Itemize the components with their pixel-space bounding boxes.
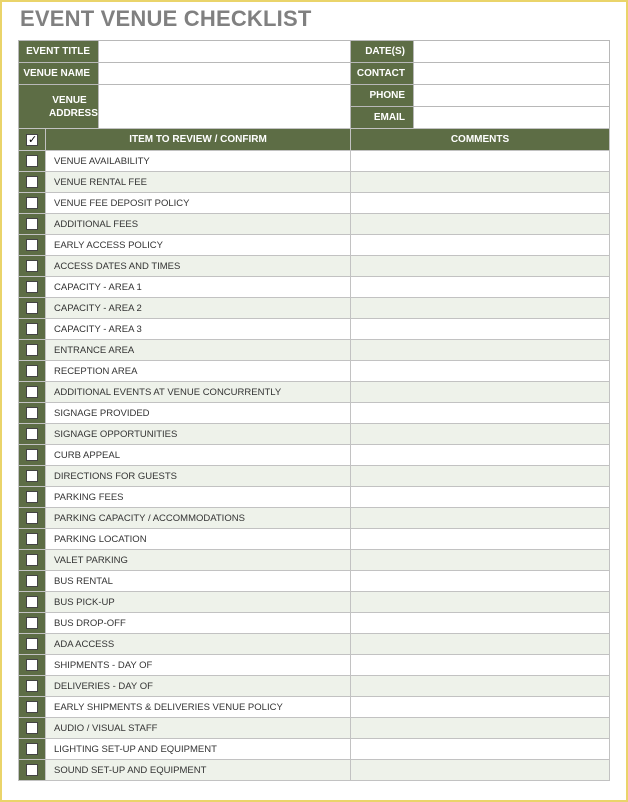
venue-address-label: VENUE ADDRESS (19, 85, 99, 129)
comment-field[interactable] (351, 466, 610, 487)
comment-field[interactable] (351, 718, 610, 739)
comment-field[interactable] (351, 592, 610, 613)
event-title-field[interactable] (99, 41, 351, 63)
comment-field[interactable] (351, 235, 610, 256)
checklist-row (19, 424, 610, 445)
checklist-item-label: SOUND SET-UP AND EQUIPMENT (46, 760, 351, 781)
comment-field[interactable] (351, 445, 610, 466)
header-checkbox-cell (19, 129, 46, 151)
checklist-item-label: PARKING LOCATION (46, 529, 351, 550)
page-title: EVENT VENUE CHECKLIST (20, 6, 312, 31)
contact-field[interactable] (414, 63, 610, 85)
checklist-item-label: ADDITIONAL EVENTS AT VENUE CONCURRENTLY (46, 382, 351, 403)
row-checkbox[interactable] (26, 659, 38, 671)
checkbox-cell (19, 466, 46, 487)
checklist-row (19, 466, 610, 487)
checklist-row (19, 256, 610, 277)
checklist-row (19, 214, 610, 235)
comment-field[interactable] (351, 760, 610, 781)
comment-field[interactable] (351, 403, 610, 424)
checkbox-cell (19, 235, 46, 256)
checkbox-cell (19, 256, 46, 277)
comment-field[interactable] (351, 361, 610, 382)
comment-field[interactable] (351, 151, 610, 172)
checkbox-cell (19, 151, 46, 172)
checkbox-cell (19, 424, 46, 445)
comment-field[interactable] (351, 172, 610, 193)
row-checkbox[interactable] (26, 470, 38, 482)
dates-label: DATE(S) (351, 41, 414, 63)
venue-name-field[interactable] (99, 63, 351, 85)
checklist-item-label: ADDITIONAL FEES (46, 214, 351, 235)
row-checkbox[interactable] (26, 701, 38, 713)
row-checkbox[interactable] (26, 323, 38, 335)
checkbox-cell (19, 739, 46, 760)
checkbox-cell (19, 172, 46, 193)
checklist-row (19, 508, 610, 529)
comment-field[interactable] (351, 634, 610, 655)
checklist-item-label: CURB APPEAL (46, 445, 351, 466)
checkbox-cell (19, 214, 46, 235)
row-checkbox[interactable] (26, 533, 38, 545)
checkbox-cell (19, 613, 46, 634)
checkbox-cell (19, 403, 46, 424)
comment-field[interactable] (351, 256, 610, 277)
checklist-row (19, 319, 610, 340)
row-checkbox[interactable] (26, 260, 38, 272)
checklist-item-label: VALET PARKING (46, 550, 351, 571)
checklist-row (19, 634, 610, 655)
checkbox-cell (19, 361, 46, 382)
checklist-item-label: CAPACITY - AREA 2 (46, 298, 351, 319)
comment-field[interactable] (351, 193, 610, 214)
checklist-row (19, 235, 610, 256)
checklist-item-label: SIGNAGE PROVIDED (46, 403, 351, 424)
event-title-label: EVENT TITLE (19, 41, 99, 63)
checkbox-cell (19, 571, 46, 592)
row-checkbox[interactable] (26, 155, 38, 167)
comment-field[interactable] (351, 319, 610, 340)
row-checkbox[interactable] (26, 449, 38, 461)
checklist-row (19, 382, 610, 403)
checkbox-cell (19, 277, 46, 298)
checklist-row (19, 340, 610, 361)
comment-field[interactable] (351, 550, 610, 571)
header-checkbox[interactable] (26, 134, 38, 146)
row-checkbox[interactable] (26, 239, 38, 251)
checklist-row (19, 298, 610, 319)
checkbox-cell (19, 529, 46, 550)
checklist-item-label: BUS RENTAL (46, 571, 351, 592)
comment-field[interactable] (351, 487, 610, 508)
checklist-row (19, 676, 610, 697)
checklist-table (18, 128, 610, 781)
venue-address-field[interactable] (99, 85, 351, 129)
checklist-item-label: ENTRANCE AREA (46, 340, 351, 361)
checkbox-cell (19, 487, 46, 508)
checklist-row (19, 697, 610, 718)
checklist-row (19, 718, 610, 739)
checklist-item-label: RECEPTION AREA (46, 361, 351, 382)
row-checkbox[interactable] (26, 428, 38, 440)
comment-field[interactable] (351, 382, 610, 403)
checkbox-cell (19, 508, 46, 529)
checklist-row (19, 550, 610, 571)
checklist-row (19, 571, 610, 592)
checklist-row (19, 172, 610, 193)
row-checkbox[interactable] (26, 680, 38, 692)
checklist-row (19, 760, 610, 781)
checkbox-cell (19, 382, 46, 403)
checklist-item-label: DIRECTIONS FOR GUESTS (46, 466, 351, 487)
checklist-item-label: VENUE RENTAL FEE (46, 172, 351, 193)
checklist-row (19, 655, 610, 676)
row-checkbox[interactable] (26, 764, 38, 776)
checklist-row (19, 739, 610, 760)
checklist-item-label: CAPACITY - AREA 3 (46, 319, 351, 340)
row-checkbox[interactable] (26, 365, 38, 377)
checklist-row (19, 151, 610, 172)
row-checkbox[interactable] (26, 575, 38, 587)
row-checkbox[interactable] (26, 596, 38, 608)
row-checkbox[interactable] (26, 197, 38, 209)
checkbox-cell (19, 340, 46, 361)
comment-field[interactable] (351, 529, 610, 550)
checkbox-cell (19, 676, 46, 697)
row-checkbox[interactable] (26, 344, 38, 356)
comment-field[interactable] (351, 676, 610, 697)
comment-field[interactable] (351, 340, 610, 361)
row-checkbox[interactable] (26, 554, 38, 566)
email-label: EMAIL (351, 107, 414, 129)
checklist-item-label: DELIVERIES - DAY OF (46, 676, 351, 697)
comment-field[interactable] (351, 424, 610, 445)
checkbox-cell (19, 193, 46, 214)
checkbox-cell (19, 718, 46, 739)
row-checkbox[interactable] (26, 281, 38, 293)
comment-field[interactable] (351, 613, 610, 634)
checklist-item-label: EARLY SHIPMENTS & DELIVERIES VENUE POLICY (46, 697, 351, 718)
comment-field[interactable] (351, 277, 610, 298)
checklist-row (19, 592, 610, 613)
checkbox-cell (19, 550, 46, 571)
comment-field[interactable] (351, 697, 610, 718)
phone-field[interactable] (414, 85, 610, 107)
comment-field[interactable] (351, 655, 610, 676)
checkbox-cell (19, 298, 46, 319)
contact-label: CONTACT (351, 63, 414, 85)
comment-field[interactable] (351, 508, 610, 529)
checklist-item-label: SIGNAGE OPPORTUNITIES (46, 424, 351, 445)
checklist-row (19, 193, 610, 214)
checklist-row (19, 613, 610, 634)
email-field[interactable] (414, 107, 610, 129)
checklist-item-label: CAPACITY - AREA 1 (46, 277, 351, 298)
comment-field[interactable] (351, 214, 610, 235)
checklist-item-label: EARLY ACCESS POLICY (46, 235, 351, 256)
checklist-item-label: PARKING FEES (46, 487, 351, 508)
checklist-item-label: PARKING CAPACITY / ACCOMMODATIONS (46, 508, 351, 529)
row-checkbox[interactable] (26, 617, 38, 629)
checklist-item-label: VENUE AVAILABILITY (46, 151, 351, 172)
checklist-item-label: SHIPMENTS - DAY OF (46, 655, 351, 676)
row-checkbox[interactable] (26, 722, 38, 734)
checkbox-cell (19, 592, 46, 613)
checklist-row (19, 487, 610, 508)
row-checkbox[interactable] (26, 407, 38, 419)
venue-name-label: VENUE NAME (19, 63, 99, 85)
row-checkbox[interactable] (26, 512, 38, 524)
checklist-item-label: ADA ACCESS (46, 634, 351, 655)
checklist-item-label: BUS DROP-OFF (46, 613, 351, 634)
checklist-row (19, 445, 610, 466)
comment-field[interactable] (351, 298, 610, 319)
event-info-table (18, 40, 610, 129)
checkbox-cell (19, 697, 46, 718)
row-checkbox[interactable] (26, 743, 38, 755)
row-checkbox[interactable] (26, 176, 38, 188)
row-checkbox[interactable] (26, 302, 38, 314)
checkbox-cell (19, 634, 46, 655)
checkbox-cell (19, 445, 46, 466)
checklist-item-label: ACCESS DATES AND TIMES (46, 256, 351, 277)
comments-column-header: COMMENTS (351, 129, 610, 151)
checklist-row (19, 277, 610, 298)
checklist-item-label: VENUE FEE DEPOSIT POLICY (46, 193, 351, 214)
checklist-row (19, 403, 610, 424)
checklist-item-label: BUS PICK-UP (46, 592, 351, 613)
checkbox-cell (19, 319, 46, 340)
checklist-row (19, 529, 610, 550)
dates-field[interactable] (414, 41, 610, 63)
checklist-item-label: AUDIO / VISUAL STAFF (46, 718, 351, 739)
row-checkbox[interactable] (26, 218, 38, 230)
phone-label: PHONE (351, 85, 414, 107)
comment-field[interactable] (351, 571, 610, 592)
comment-field[interactable] (351, 739, 610, 760)
item-column-header: ITEM TO REVIEW / CONFIRM (46, 129, 351, 151)
checklist-item-label: LIGHTING SET-UP AND EQUIPMENT (46, 739, 351, 760)
row-checkbox[interactable] (26, 386, 38, 398)
row-checkbox[interactable] (26, 491, 38, 503)
row-checkbox[interactable] (26, 638, 38, 650)
checklist-row (19, 361, 610, 382)
checkbox-cell (19, 655, 46, 676)
checkbox-cell (19, 760, 46, 781)
